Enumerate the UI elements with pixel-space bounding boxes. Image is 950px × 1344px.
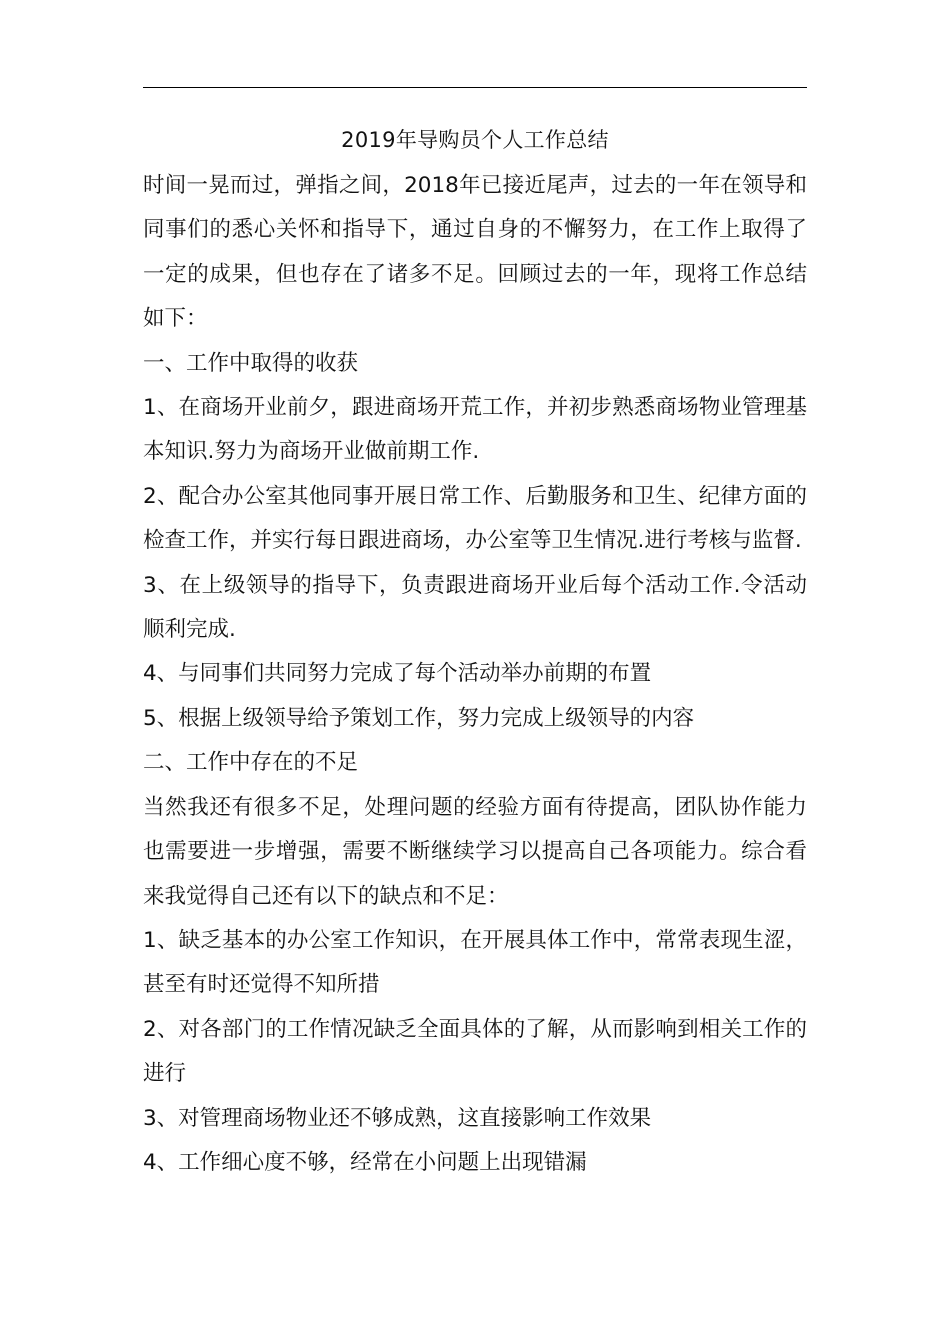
intro-paragraph: 时间一晃而过，弹指之间，2018年已接近尾声，过去的一年在领导和同事们的悉心关怀和指导下，通过自身的不懈努力，在工作上取得了一定的成果，但也存在了诸多不足。回顾过去的一年，现将工作总结如下：: [143, 173, 807, 332]
document-title: 2019年导购员个人工作总结: [341, 128, 609, 152]
shortcoming-item-4: 4、工作细心度不够，经常在小问题上出现错漏: [143, 1149, 587, 1175]
section-heading-gains: 一、工作中取得的收获: [143, 350, 359, 376]
shortcomings-intro-paragraph: 当然我还有很多不足，处理问题的经验方面有待提高，团队协作能力也需要进一步增强，需要不断继续学习以提高自己各项能力。综合看来我觉得自己还有以下的缺点和不足：: [143, 794, 807, 909]
section-heading-shortcomings: 二、工作中存在的不足: [143, 750, 359, 776]
gain-item-2: 2、配合办公室其他同事开展日常工作、后勤服务和卫生、纪律方面的检查工作，并实行每日跟进商场，办公室等卫生情况.进行考核与监督.: [143, 483, 807, 554]
gain-item-1: 1、在商场开业前夕，跟进商场开荒工作，并初步熟悉商场物业管理基本知识.努力为商场开业做前期工作.: [143, 395, 807, 465]
shortcoming-item-1: 1、缺乏基本的办公室工作知识，在开展具体工作中，常常表现生涩，甚至有时还觉得不知所措: [143, 927, 807, 998]
gain-item-3: 3、在上级领导的指导下，负责跟进商场开业后每个活动工作.令活动顺利完成.: [143, 572, 807, 643]
header-rule: [143, 87, 807, 88]
gain-item-5: 5、根据上级领导给予策划工作，努力完成上级领导的内容: [143, 705, 695, 731]
gain-item-4: 4、与同事们共同努力完成了每个活动举办前期的布置: [143, 661, 652, 687]
document-body: [143, 164, 807, 1185]
shortcoming-item-2: 2、对各部门的工作情况缺乏全面具体的了解，从而影响到相关工作的进行: [143, 1016, 807, 1087]
shortcoming-item-3: 3、对管理商场物业还不够成熟，这直接影响工作效果: [143, 1105, 652, 1131]
